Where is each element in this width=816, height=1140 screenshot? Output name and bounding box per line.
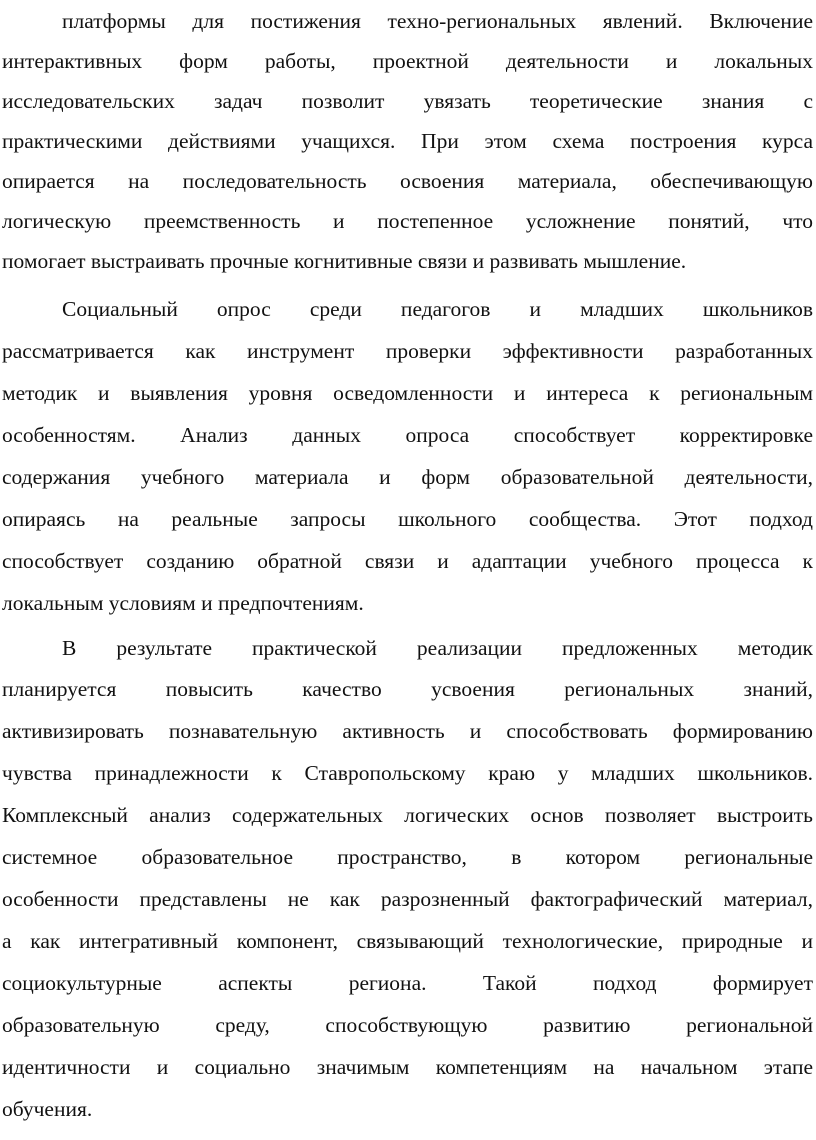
paragraph-3-line-3: активизировать познавательную активность и способствовать формированию [2, 719, 813, 743]
paragraph-2-line-5: содержания учебного материала и форм образовательной деятельности, [2, 465, 813, 489]
paragraph-1-line-7: помогает выстраивать прочные когнитивные связи и развивать мышление. [2, 249, 687, 273]
paragraph-3-line-12: обучения. [2, 1097, 93, 1121]
paragraph-3-line-1: В результате практической реализации предложенных методик [62, 636, 813, 660]
paragraph-3-line-2: планируется повысить качество усвоения региональных знаний, [2, 677, 813, 701]
paragraph-3-line-11: идентичности и социально значимым компетенциям на начальном этапе [2, 1055, 813, 1079]
paragraph-2-line-2: рассматривается как инструмент проверки эффективности разработанных [2, 339, 813, 363]
paragraph-3-line-10: образовательную среду, способствующую развитию региональной [2, 1013, 813, 1037]
paragraph-2-line-6: опираясь на реальные запросы школьного сообщества. Этот подход [2, 507, 813, 531]
paragraph-3-line-9: социокультурные аспекты региона. Такой подход формирует [2, 971, 813, 995]
paragraph-2-line-3: методик и выявления уровня осведомленности и интереса к региональным [2, 381, 813, 405]
paragraph-3-line-6: системное образовательное пространство, в котором региональные [2, 845, 813, 869]
paragraph-2-line-1: Социальный опрос среди педагогов и младших школьников [62, 297, 813, 321]
paragraph-1-line-1: платформы для постижения техно-региональных явлений. Включение [62, 9, 813, 33]
paragraph-1-line-5: опирается на последовательность освоения материала, обеспечивающую [2, 169, 813, 193]
paragraph-3-line-8: а как интегративный компонент, связывающий технологические, природные и [2, 929, 813, 953]
paragraph-3-line-7: особенности представлены не как разрозненный фактографический материал, [2, 887, 813, 911]
paragraph-3-line-5: Комплексный анализ содержательных логических основ позволяет выстроить [2, 803, 813, 827]
paragraph-1-line-6: логическую преемственность и постепенное усложнение понятий, что [2, 209, 813, 233]
paragraph-3-line-4: чувства принадлежности к Ставропольскому краю у младших школьников. [2, 761, 813, 785]
paragraph-2-line-8: локальным условиям и предпочтениям. [2, 591, 364, 615]
paragraph-1-line-2: интерактивных форм работы, проектной деятельности и локальных [2, 49, 813, 73]
paragraph-2-line-4: особенностям. Анализ данных опроса способствует корректировке [2, 423, 813, 447]
paragraph-1-line-4: практическими действиями учащихся. При этом схема построения курса [2, 129, 813, 153]
paragraph-2-line-7: способствует созданию обратной связи и адаптации учебного процесса к [2, 549, 813, 573]
paragraph-1-line-3: исследовательских задач позволит увязать теоретические знания с [2, 89, 813, 113]
